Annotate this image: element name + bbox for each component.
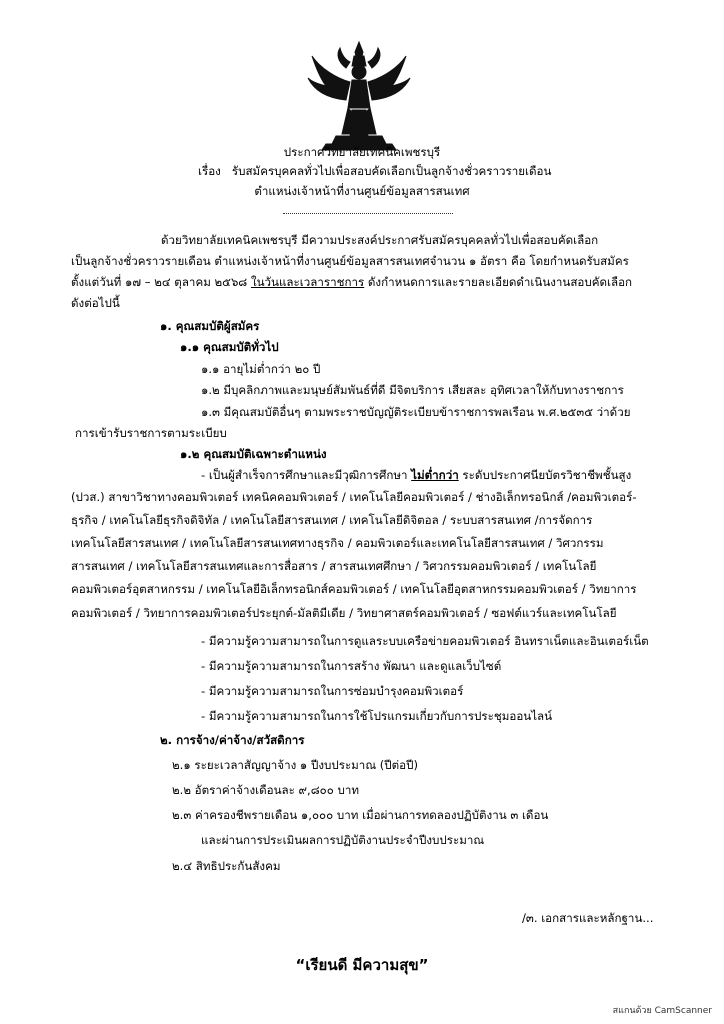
subject-line: [198, 163, 551, 179]
field-list-line: เทคโนโลยีสารสนเทศ / เทคโนโลยีสารสนเทศทางธุรกิจ / คอมพิวเตอร์และเทคโนโลยีสารสนเทศ / วิศวกรรม: [71, 536, 604, 550]
intro-line-1: ด้วยวิทยาลัยเทคนิคเพชรบุรี มีความประสงค์ประกาศรับสมัครบุคคลทั่วไปเพื่อสอบคัดเลือก: [161, 233, 599, 247]
skill-item: - มีความรู้ความสามารถในการซ่อมบำรุงคอมพิวเตอร์: [201, 684, 464, 698]
social-security: ๒.๔ สิทธิประกันสังคม: [172, 859, 281, 873]
living-allowance-line-1: ๒.๓ ค่าครองชีพรายเดือน ๑,๐๐๐ บาท เมื่อผ่านการทดลองปฏิบัติงาน ๓ เดือน: [172, 808, 549, 822]
intro-line-4: ดังต่อไปนี้: [71, 296, 120, 310]
field-list-line: ธุรกิจ / เทคโนโลยีธุรกิจดิจิทัล / เทคโนโลยีสารสนเทศ / เทคโนโลยีดิจิตอล / ระบบสารสนเทศ /การจัดการ: [71, 513, 593, 527]
skill-item: - มีความรู้ความสามารถในการสร้าง พัฒนา และดูแลเว็บไซต์: [201, 659, 502, 673]
education-prefix: - เป็นผู้สำเร็จการศึกษาและมีวุฒิการศึกษา: [201, 468, 412, 482]
living-allowance-line-2: และผ่านการประเมินผลการปฏิบัติงานประจำปีงบประมาณ: [201, 833, 485, 847]
education-not-lower-than: ไม่ต่ำกว่า: [411, 468, 459, 482]
announcement-title: ประกาศวิทยาลัยเทคนิคเพชรบุรี: [283, 145, 441, 159]
scanner-watermark: สแกนด้วย CamScanner: [612, 1006, 712, 1016]
skill-item: - มีความรู้ความสามารถในการใช้โปรแกรมเกี่ยวกับการประชุมออนไลน์: [201, 709, 553, 723]
education-suffix: ระดับประกาศนียบัตรวิชาชีพชั้นสูง: [458, 468, 632, 482]
closing-motto: “เรียนดี มีความสุข”: [295, 956, 429, 974]
position-title: ตำแหน่งเจ้าหน้าที่งานศูนย์ข้อมูลสารสนเทศ: [254, 184, 470, 198]
qualification-other-line-1: ๑.๓ มีคุณสมบัติอื่นๆ ตามพระราชบัญญัติระเบียบข้าราชการพลเรือน พ.ศ.๒๕๓๕ ว่าด้วย: [201, 405, 631, 419]
field-list-line: (ปวส.) สาขาวิชาทางคอมพิวเตอร์ เทคนิคคอมพิวเตอร์ / เทคโนโลยีคอมพิวเตอร์ / ช่างอิเล็กทรอนิกส์ /คอมพิวเตอร์-: [71, 490, 637, 504]
monthly-wage: ๒.๒ อัตราค่าจ้างเดือนละ ๙,๘๐๐ บาท: [172, 783, 359, 797]
employment-term: ๒.๑ ระยะเวลาสัญญาจ้าง ๑ ปีงบประมาณ (ปีต่อปี): [172, 758, 419, 772]
intro-office-hours: ในวันและเวลาราชการ: [250, 275, 365, 289]
dotted-divider: [283, 213, 453, 214]
section-1-title: ๑. คุณสมบัติผู้สมัคร: [160, 319, 260, 333]
garuda-emblem-icon: [306, 38, 412, 154]
qualification-other-line-2: การเข้ารับราชการตามระเบียบ: [75, 426, 227, 440]
intro-line-2: เป็นลูกจ้างชั่วคราวรายเดือน ตำแหน่งเจ้าหน้าที่งานศูนย์ข้อมูลสารสนเทศจำนวน ๑ อัตรา คือ โดยกำหนดรับสมัคร: [71, 254, 629, 268]
section-2-title: ๒. การจ้าง/ค่าจ้าง/สวัสดิการ: [160, 733, 305, 747]
section-1-2-title: ๑.๒ คุณสมบัติเฉพาะตำแหน่ง: [180, 447, 327, 461]
intro-line-3: [71, 274, 632, 290]
section-1-1-title: ๑.๑ คุณสมบัติทั่วไป: [180, 340, 279, 354]
skill-item: - มีความรู้ความสามารถในการดูแลระบบเครือข่ายคอมพิวเตอร์ อินทราเน็ตและอินเตอร์เน็ต: [201, 634, 649, 648]
continued-note: /๓. เอกสารและหลักฐาน...: [522, 911, 654, 925]
subject-label: เรื่อง: [198, 164, 221, 178]
intro-dates: ตั้งแต่วันที่ ๑๗ – ๒๔ ตุลาคม ๒๕๖๘: [71, 275, 251, 289]
intro-line-3-tail: ดังกำหนดการและรายละเอียดดำเนินงานสอบคัดเลือก: [364, 275, 633, 289]
education-requirement: [201, 467, 631, 483]
field-list-line: สารสนเทศ / เทคโนโลยีสารสนเทศและการสื่อสาร / สารสนเทศศึกษา / วิศวกรรมคอมพิวเตอร์ / เทคโนโลยี: [71, 559, 597, 573]
qualification-age: ๑.๑ อายุไม่ต่ำกว่า ๒๐ ปี: [201, 362, 321, 376]
field-list-line: คอมพิวเตอร์อุตสาหกรรม / เทคโนโลยีอิเล็กทรอนิกส์คอมพิวเตอร์ / เทคโนโลยีอุตสาหกรรมคอมพิวเตอร์ / วิทยาการ: [71, 582, 637, 596]
subject-text: รับสมัครบุคคลทั่วไปเพื่อสอบคัดเลือกเป็นลูกจ้างชั่วคราวรายเดือน: [231, 164, 552, 178]
qualification-personality: ๑.๒ มีบุคลิกภาพและมนุษย์สัมพันธ์ที่ดี มีจิตบริการ เสียสละ อุทิศเวลาให้กับทางราชการ: [201, 383, 624, 397]
field-list-line: คอมพิวเตอร์ / วิทยาการคอมพิวเตอร์ประยุกต์-มัลติมีเดีย / วิทยาศาสตร์คอมพิวเตอร์ / ซอฟต์แวร์และเทคโนโลยี: [71, 606, 617, 620]
